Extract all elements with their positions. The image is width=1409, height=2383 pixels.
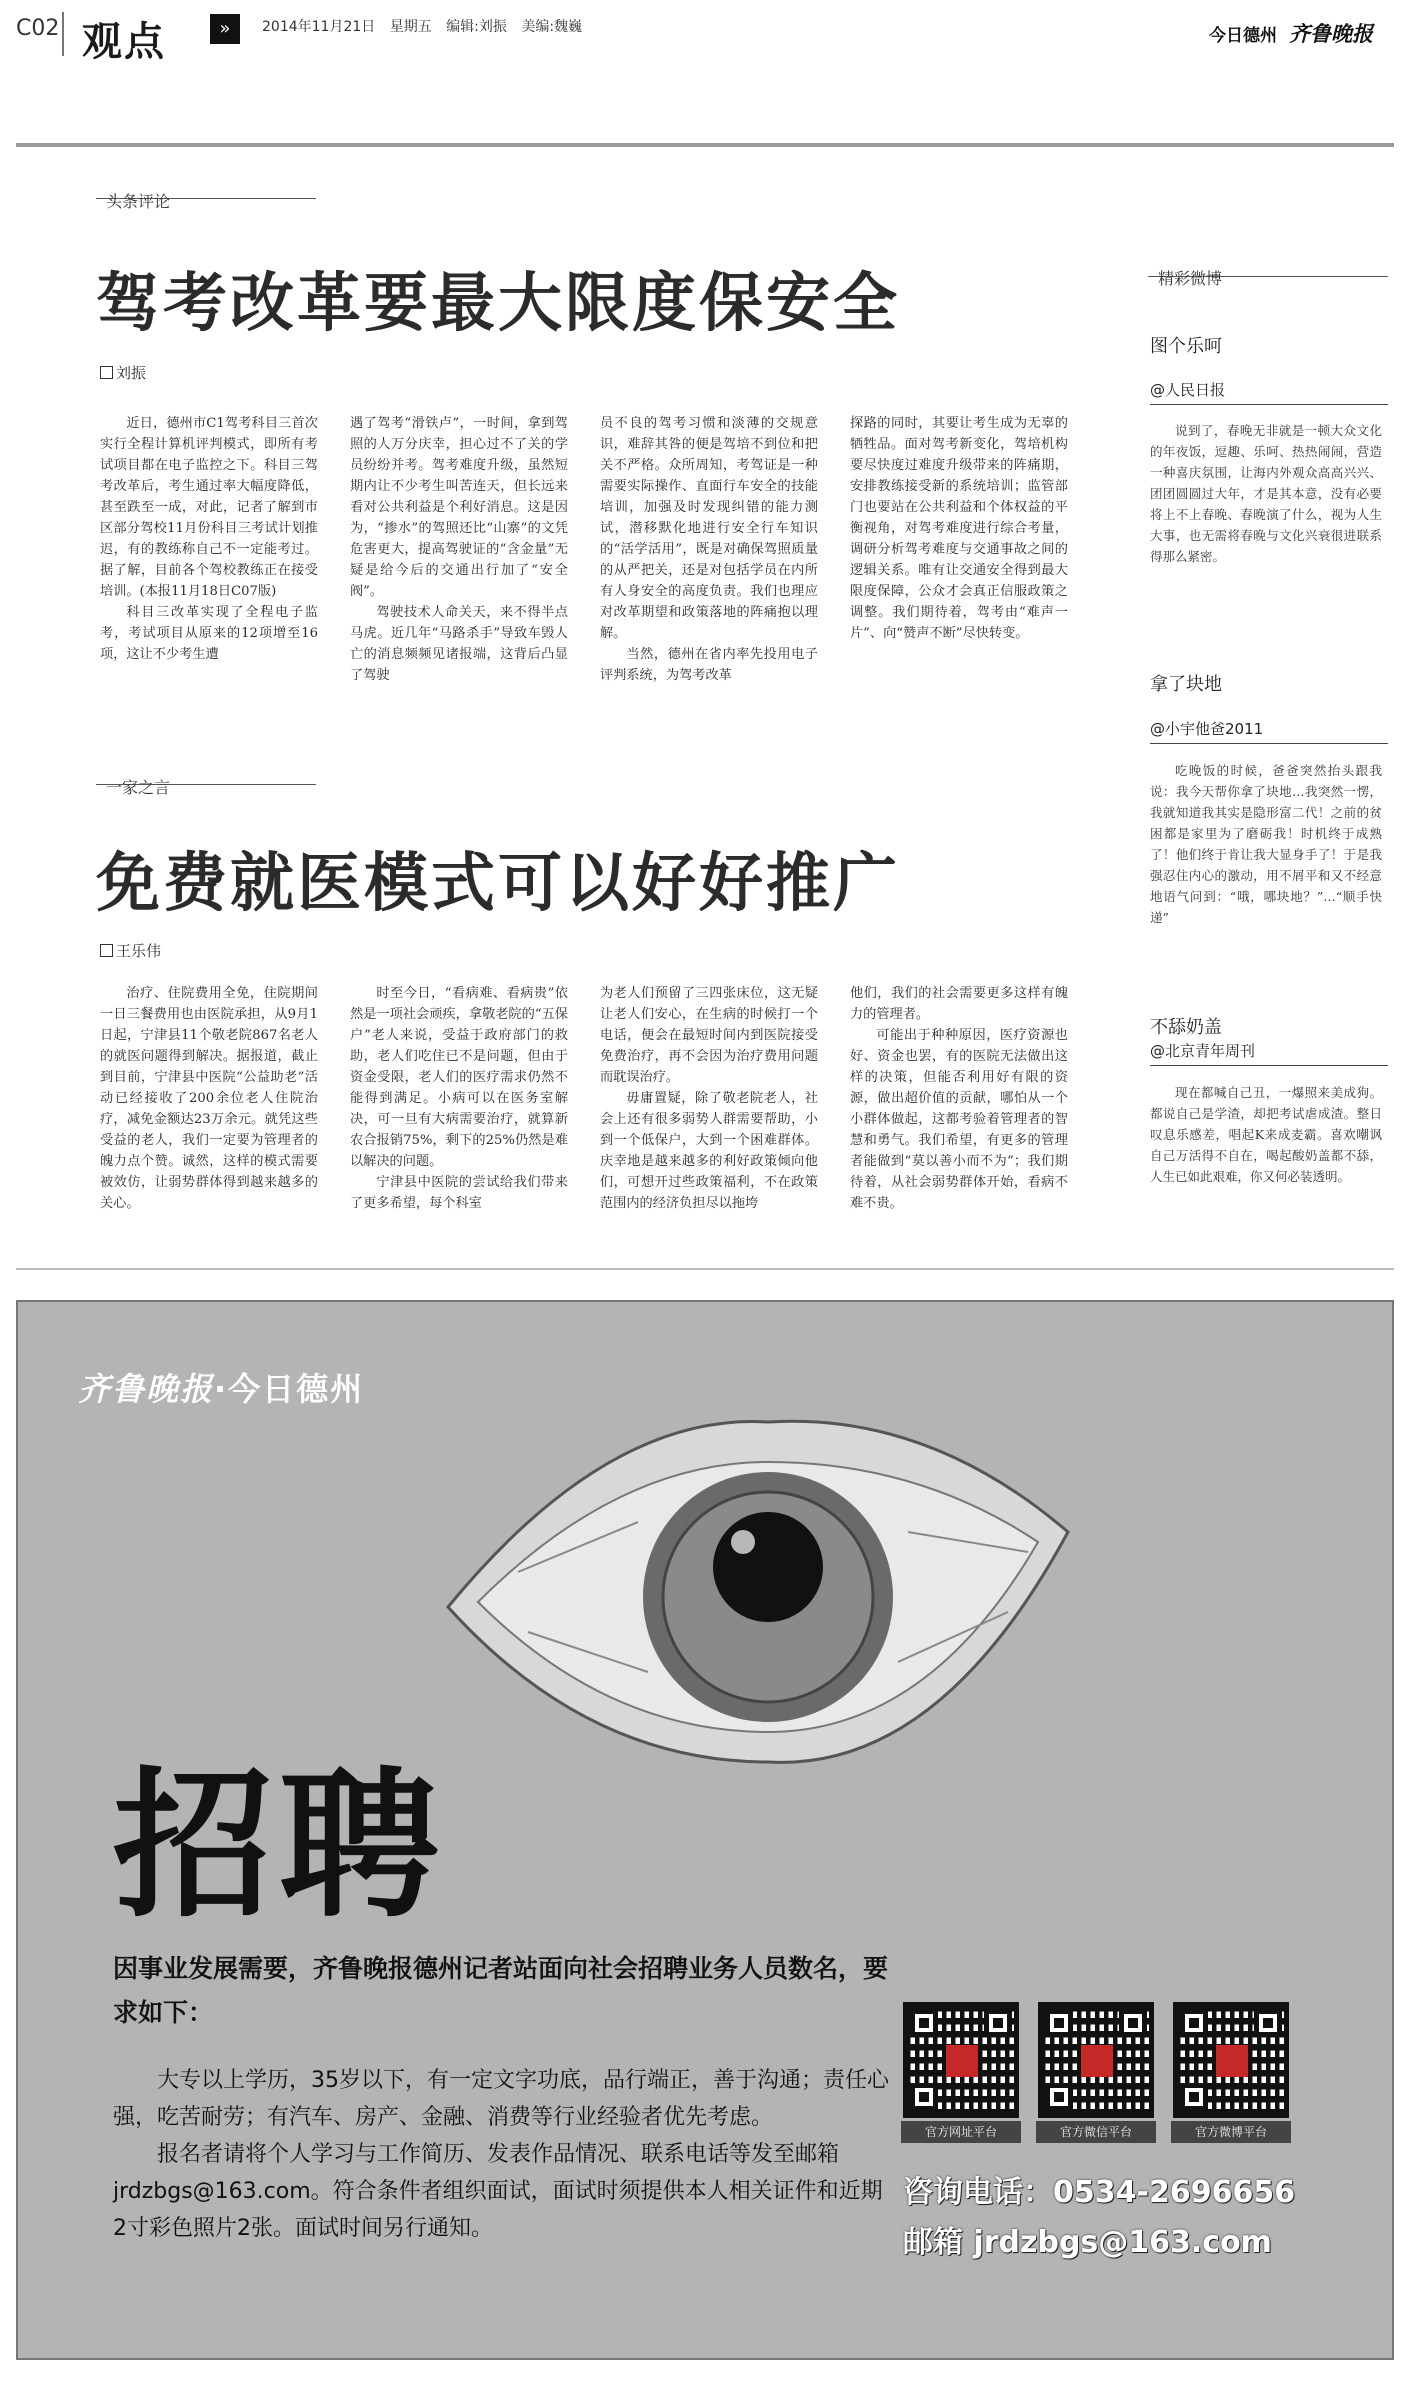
ad-email	[903, 2217, 1272, 2261]
article2-tag: 一家之言	[106, 778, 171, 797]
ad-brand-city: ·今日德州	[214, 1370, 365, 1408]
paper-logo: 齐鲁晚报	[1289, 21, 1373, 46]
article2-column-4	[850, 983, 1068, 1214]
author-name: 刘振	[116, 364, 147, 382]
weibo-rule	[1150, 404, 1388, 405]
header-rule	[16, 143, 1394, 147]
paragraph: 他们，我们的社会需要更多这样有魄力的管理者。	[850, 986, 1068, 1022]
paragraph: 宁津县中医院的尝试给我们带来了更多希望，每个科室	[350, 1175, 568, 1211]
qr-finder	[1119, 2009, 1147, 2037]
article1-column-4	[850, 413, 1068, 644]
paragraph: 近日，德州市C1驾考科目三首次实行全程计算机评判模式，即所有考试项目都在电子监控之下。科目三驾考改革后，考生通过率大幅度降低，甚至跌至一成，对此，记者了解到市区部分驾校11月份科目三考试计划推迟，有的教练称自己不一定能考过。据了解，目前各个驾校教练正在接受培训。(本报11月18日C07版)	[100, 416, 318, 599]
weibo-text: 说到了，春晚无非就是一顿大众文化的年夜饭，逗趣、乐呵、热热闹闹，营造一种喜庆氛围，让海内外观众高高兴兴、团团圆圆过大年，才是其本意，没有必要将上不上春晚、春晚演了什么，视为人生大事，也无需将春晚与文化兴衰很进联系得那么紧密。	[1150, 423, 1382, 564]
double-chevron-icon: »	[210, 14, 240, 44]
ad-application: 报名者请将个人学习与工作简历、发表作品情况、联系电话等发至邮箱 jrdzbgs@163.com。符合条件者组织面试，面试时须提供本人相关证件和近期2寸彩色照片2张。面试时间另行通知。	[113, 2142, 883, 2241]
eye-highlight	[731, 1530, 755, 1554]
paragraph: 可能出于种种原因，医疗资源也好、资金也罢，有的医院无法做出这样的决策，但能否利用好有限的资源，做出超价值的贡献，哪怕从一个小群体做起，这都考验着管理者的智慧和勇气。我们希望，有更多的管理者能做到“莫以善小而不为”；我们期待着，从社会弱势群体开始，看病不难不贵。	[850, 1028, 1068, 1211]
header-meta	[262, 16, 582, 36]
designer-credit: 美编:魏巍	[521, 19, 583, 35]
article1-column-2	[350, 413, 568, 686]
eye-illustration	[438, 1392, 1078, 1792]
byline-box-icon	[100, 944, 113, 957]
qr-logo	[946, 2045, 978, 2077]
qr-caption: 官方微信平台	[1036, 2121, 1156, 2143]
qr-finder	[910, 2083, 938, 2111]
article2-column-2	[350, 983, 568, 1214]
weibo-text: 吃晚饭的时候，爸爸突然抬头跟我说：我今天帮你拿了块地…我突然一愣，我就知道我其实是隐形富二代！之前的贫困都是家里为了磨砺我！时机终于成熟了！他们终于肯让我大显身手了！于是我强忍住内心的激动，用不屑平和又不经意地语气问到：“哦，哪块地？”…“顺手快递”	[1150, 763, 1382, 925]
phone-label: 咨询电话：	[903, 2175, 1053, 2210]
editor-credit: 编辑:刘振	[446, 19, 507, 35]
ad-brand	[78, 1364, 364, 1410]
ad-body	[113, 2062, 893, 2247]
header-divider	[62, 12, 64, 56]
qr-finder	[910, 2009, 938, 2037]
qr-finder	[984, 2009, 1012, 2037]
weibo-rule	[1150, 743, 1388, 744]
ad-brand-name: 齐鲁晚报	[78, 1370, 215, 1408]
article2-column-1	[100, 983, 318, 1214]
paragraph: 治疗、住院费用全免，住院期间一日三餐费用也由医院承担，从9月1日起，宁津县11个敬老院867名老人的就医问题得到解决。据报道，截止到目前，宁津县中医院“公益助老”活动已经接收了200余位老人住院治疗，减免金额达23万余元。就凭这些受益的老人，我们一定要为管理者的魄力点个赞。诚然，这样的模式需要被效仿，让弱势群体得到越来越多的关心。	[100, 986, 318, 1211]
weibo-text: 现在都喊自己丑，一爆照来美成狗。都说自己是学渣，却把考试虐成渣。整日叹息乐感差，唱起K来成麦霸。喜欢嘲讽自己万活得不自在，喝起酸奶盖都不舔，人生已如此艰难，你又何必装透明。	[1150, 1085, 1382, 1184]
ad-requirements: 大专以上学历，35岁以下，有一定文字功底，品行端正，善于沟通；责任心强，吃苦耐劳；有汽车、房产、金融、消费等行业经验者优先考虑。	[113, 2068, 889, 2130]
paragraph: 员不良的驾考习惯和淡薄的交规意识，难辞其咎的便是驾培不到位和把关不严格。众所周知，考驾证是一种需要实际操作、直面行车安全的技能培训，加强及时发现纠错的能力测试，潜移默化地进行安全行车知识的“活学活用”，既是对确保驾照质量的从严把关，还是对包括学员在内所有人身安全的高度负责。我们也理应对改革期望和政策落地的阵痛抱以理解。	[600, 416, 818, 641]
qr-caption: 官方网址平台	[901, 2121, 1021, 2143]
qr-finder	[1180, 2083, 1208, 2111]
article1-column-1	[100, 413, 318, 665]
qr-caption: 官方微博平台	[1171, 2121, 1291, 2143]
qr-logo	[1216, 2045, 1248, 2077]
weibo-title: 拿了块地	[1150, 674, 1222, 695]
eye-pupil	[713, 1512, 823, 1622]
qr-code-website	[903, 2002, 1019, 2118]
phone-number: 0534-2696656	[1053, 2175, 1296, 2210]
ad-lead: 因事业发展需要，齐鲁晚报德州记者站面向社会招聘业务人员数名，要求如下：	[113, 1954, 889, 2027]
paragraph: 毋庸置疑，除了敬老院老人，社会上还有很多弱势人群需要帮助，小到一个低保户，大到一个困难群体。庆幸地是越来越多的利好政策倾向他们，可想开过些政策福利，不在政策范围内的经济负担尽以拖垮	[600, 1091, 818, 1211]
qr-logo	[1081, 2045, 1113, 2077]
weibo-source: @小宇他爸2011	[1150, 720, 1264, 738]
article2-byline	[100, 940, 161, 961]
weibo-title: 不舔奶盖	[1150, 1017, 1222, 1038]
article1-tag: 头条评论	[106, 192, 171, 211]
issue-date: 2014年11月21日	[262, 19, 376, 35]
article1-column-3	[600, 413, 818, 686]
paragraph: 时至今日，“看病难、看病贵”依然是一项社会顽疾，拿敬老院的“五保户”老人来说，受益于政府部门的救助，老人们吃住已不是问题，但由于资金受限，老人们的医疗需求仍然不能得到满足。小病可以在医务室解决，可一旦有大病需要治疗，就算新农合报销75%，剩下的25%仍然是难以解决的问题。	[350, 986, 568, 1169]
weibo-title: 图个乐呵	[1150, 336, 1222, 357]
ad-phone	[903, 2167, 1295, 2211]
qr-finder	[1254, 2009, 1282, 2037]
section-rule	[16, 1268, 1394, 1270]
qr-finder	[1045, 2009, 1073, 2037]
weibo-rule	[1150, 1065, 1388, 1066]
ad-heading: 招聘	[113, 1752, 446, 1939]
article1-headline: 驾考改革要最大限度保安全	[96, 267, 900, 341]
issue-weekday: 星期五	[389, 19, 432, 35]
page-number: C02	[16, 16, 60, 41]
weibo-source: @北京青年周刊	[1150, 1042, 1256, 1060]
paragraph: 科目三改革实现了全程电子监考，考试项目从原来的12项增至16项，这让不少考生遭	[100, 605, 318, 662]
email-address: jrdzbgs@163.com	[973, 2225, 1272, 2260]
edition-name: 今日德州	[1209, 26, 1277, 46]
sidebar-tag: 精彩微博	[1158, 269, 1223, 288]
masthead	[1209, 18, 1373, 48]
qr-finder	[1045, 2083, 1073, 2111]
email-label: 邮箱	[903, 2225, 963, 2260]
article1-byline	[100, 362, 146, 383]
weibo-source: @人民日报	[1150, 381, 1226, 399]
author-name: 王乐伟	[116, 942, 162, 960]
paragraph: 遇了驾考“滑铁卢”，一时间，拿到驾照的人万分庆幸，担心过不了关的学员纷纷并考。驾考难度升级，虽然短期内让不少考生叫苦连天，但长远来看对公共利益是个利好消息。这是因为，“掺水”的驾照还比“山寨”的文凭危害更大，提高驾驶证的“含金量”无疑是给今后的交通出行加了“安全阀”。	[350, 416, 568, 599]
paragraph: 探路的同时，其要让考生成为无辜的牺牲品。面对驾考新变化，驾培机构要尽快度过难度升级带来的阵痛期，安排教练接受新的系统培训；监管部门也要站在公共利益和个体权益的平衡视角，对驾考难度进行综合考量，调研分析驾考难度与交通事故之间的逻辑关系。唯有让交通安全得到最大限度保障，公众才会真正信服政策之调整。我们期待着，驾考由“难声一片”、向“赞声不断”尽快转变。	[850, 416, 1068, 641]
qr-code-weibo	[1173, 2002, 1289, 2118]
qr-finder	[1180, 2009, 1208, 2037]
qr-code-wechat	[1038, 2002, 1154, 2118]
section-title: 观点	[82, 19, 166, 65]
article2-headline: 免费就医模式可以好好推广	[96, 847, 900, 921]
byline-box-icon	[100, 366, 113, 379]
recruitment-ad	[16, 1300, 1394, 2360]
paragraph: 为老人们预留了三四张床位，这无疑让老人们安心，在生病的时候打一个电话，便会在最短时间内到医院接受免费治疗，再不会因为治疗费用问题而耽误治疗。	[600, 986, 818, 1085]
article2-column-3	[600, 983, 818, 1214]
paragraph: 当然，德州在省内率先投用电子评判系统，为驾考改革	[600, 647, 818, 683]
paragraph: 驾驶技术人命关天，来不得半点马虎。近几年“马路杀手”导致车毁人亡的消息频频见诸报端，这背后凸显了驾驶	[350, 605, 568, 683]
